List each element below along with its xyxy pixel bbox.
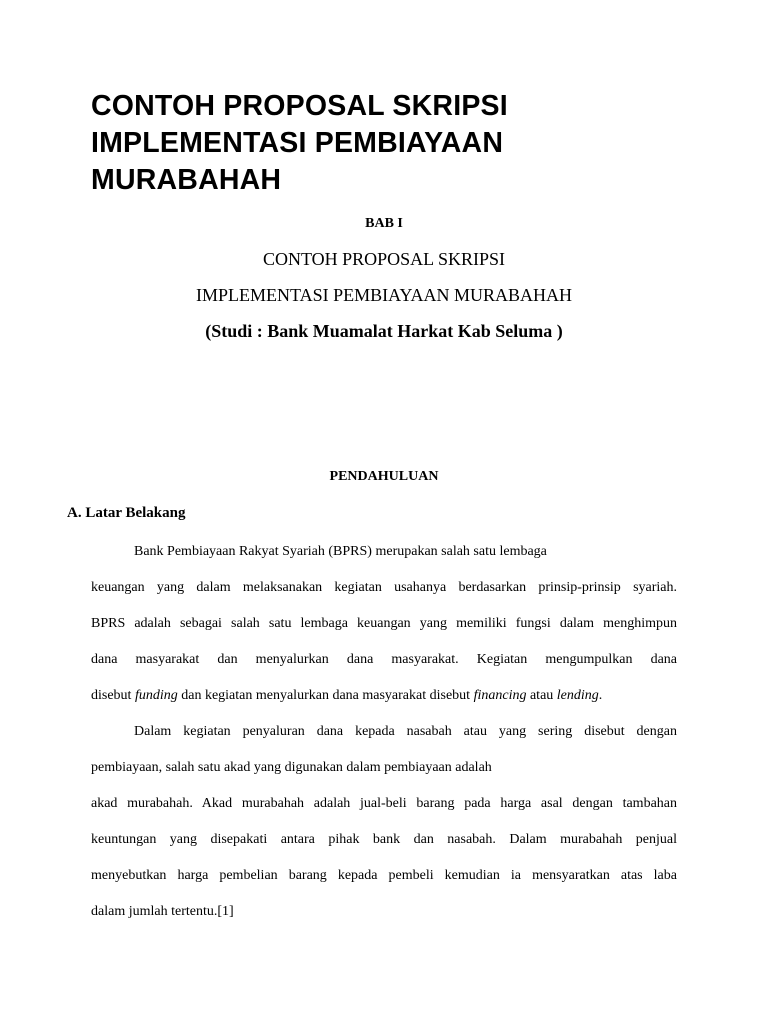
text-fragment: disebut: [91, 688, 135, 703]
paragraph-2-line-3: akad murabahah. Akad murabahah adalah jual-beli barang pada harga asal dengan tambahan: [91, 796, 677, 811]
paragraph-1-line-2: keuangan yang dalam melaksanakan kegiatan usahanya berdasarkan prinsip-prinsip syariah.: [91, 580, 677, 595]
paragraph-1-line-4: dana masyarakat dan menyalurkan dana masyarakat. Kegiatan mengumpulkan dana: [91, 652, 677, 667]
paragraph-2-line-6: dalam jumlah tertentu.[1]: [91, 904, 234, 919]
paragraph-2-line-2: pembiayaan, salah satu akad yang digunakan dalam pembiayaan adalah: [91, 760, 492, 775]
chapter-subtitle-1: CONTOH PROPOSAL SKRIPSI: [262, 249, 506, 269]
study-subtitle: (Studi : Bank Muamalat Harkat Kab Seluma ): [205, 321, 563, 341]
title-line-1: CONTOH PROPOSAL SKRIPSI: [91, 90, 508, 122]
term-financing: financing: [473, 688, 527, 703]
term-lending: lending: [556, 688, 599, 703]
section-heading: PENDAHULUAN: [329, 469, 439, 484]
text-fragment: dan kegiatan menyalurkan dana masyarakat disebut: [177, 688, 474, 703]
chapter-subtitle-2: IMPLEMENTASI PEMBIAYAAN MURABAHAH: [196, 285, 572, 305]
subsection-heading: A. Latar Belakang: [67, 505, 186, 521]
title-line-2: IMPLEMENTASI PEMBIAYAAN: [91, 127, 504, 159]
paragraph-2-line-4: keuntungan yang disepakati antara pihak bank dan nasabah. Dalam murabahah penjual: [91, 832, 677, 847]
paragraph-1-line-5: [91, 687, 677, 705]
title-line-3: MURABAHAH: [91, 164, 282, 196]
term-funding: funding: [134, 688, 178, 703]
text-fragment: atau: [526, 688, 557, 703]
paragraph-2-line-5: menyebutkan harga pembelian barang kepada pembeli kemudian ia mensyaratkan atas laba: [91, 868, 677, 883]
text-fragment: .: [598, 688, 603, 703]
paragraph-2-line-1: Dalam kegiatan penyaluran dana kepada nasabah atau yang sering disebut dengan: [134, 724, 677, 739]
document-title: [91, 88, 508, 199]
chapter-label: BAB I: [365, 216, 403, 231]
paragraph-1-line-1: Bank Pembiayaan Rakyat Syariah (BPRS) merupakan salah satu lembaga: [134, 544, 547, 559]
paragraph-1-line-3: BPRS adalah sebagai salah satu lembaga keuangan yang memiliki fungsi dalam menghimpun: [91, 616, 677, 631]
